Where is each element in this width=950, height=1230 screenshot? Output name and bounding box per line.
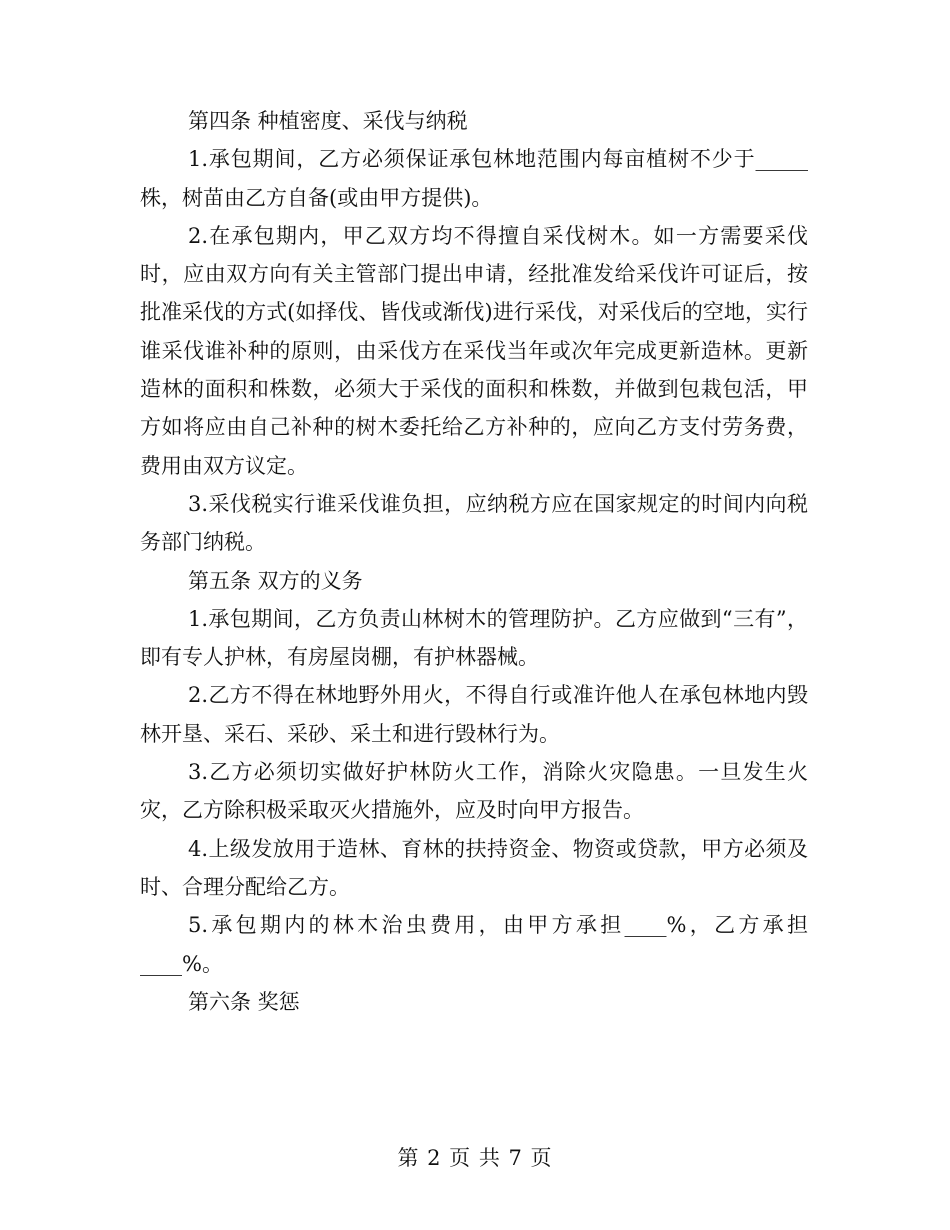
article-5-heading: 第五条 双方的义务 <box>188 568 363 593</box>
article-4-clause-1: 1.承包期间，乙方必须保证承包林地范围内每亩植树不少于_____株，树苗由乙方自备(或由甲方提供)。 <box>140 147 808 210</box>
article-5-clause-4: 4.上级发放用于造林、育林的扶持资金、物资或贷款，甲方必须及时、合理分配给乙方。 <box>140 836 808 899</box>
page-number-footer: 第 2 页 共 7 页 <box>397 1146 553 1170</box>
article-5-clause-3: 3.乙方必须切实做好护林防火工作，消除火灾隐患。一旦发生火灾，乙方除积极采取灭火措施外，应及时向甲方报告。 <box>140 760 808 823</box>
document-body <box>140 102 808 1021</box>
article-5-clause-5: 5.承包期内的林木治虫费用，由甲方承担____%，乙方承担____%。 <box>140 913 808 976</box>
article-4-heading: 第四条 种植密度、采伐与纳税 <box>188 109 468 133</box>
article-4-clause-2: 2.在承包期内，甲乙双方均不得擅自采伐树木。如一方需要采伐时，应由双方向有关主管部门提出申请，经批准发给采伐许可证后，按批准采伐的方式(如择伐、皆伐或渐伐)进行采伐，对采伐后的空地，实行谁采伐谁补种的原则，由采伐方在采伐当年或次年完成更新造林。更新造林的面积和株数，必须大于采伐的面积和株数，并做到包栽包活，甲方如将应由自己补种的树木委托给乙方补种的，应向乙方支付劳务费，费用由双方议定。 <box>140 223 808 478</box>
article-5-clause-2: 2.乙方不得在林地野外用火，不得自行或准许他人在承包林地内毁林开垦、采石、采砂、采土和进行毁林行为。 <box>140 683 808 746</box>
article-5-clause-1: 1.承包期间，乙方负责山林树木的管理防护。乙方应做到“三有”，即有专人护林，有房屋岗棚，有护林器械。 <box>140 606 808 670</box>
article-6-heading: 第六条 奖惩 <box>188 989 300 1014</box>
article-4-clause-3: 3.采伐税实行谁采伐谁负担，应纳税方应在国家规定的时间内向税务部门纳税。 <box>140 491 808 555</box>
